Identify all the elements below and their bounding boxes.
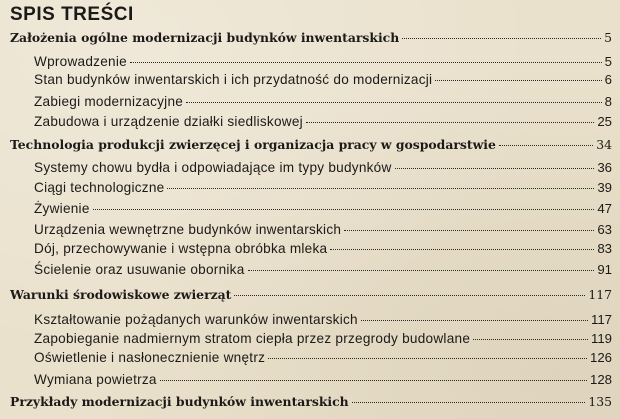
toc-entry-1-2[interactable] <box>34 201 612 219</box>
page-number: 8 <box>604 94 612 109</box>
entry-title: Zabiegi modernizacyjne <box>34 94 184 109</box>
page-number: 126 <box>589 350 612 365</box>
toc-entry-2-3[interactable] <box>34 372 612 390</box>
toc-entry-1-3[interactable] <box>34 222 612 240</box>
page-number: 39 <box>597 180 612 195</box>
dot-leader <box>473 339 588 340</box>
dot-leader <box>499 145 593 146</box>
entry-title: Oświetlenie i nasłonecznienie wnętrz <box>34 350 266 365</box>
page-number: 117 <box>590 312 612 327</box>
section-title: Technologia produkcji zwierzęcej i organizacja pracy w gospodarstwie <box>10 137 496 152</box>
page-number: 34 <box>596 137 612 152</box>
page-number: 135 <box>588 394 612 409</box>
toc-entry-1-0[interactable] <box>34 160 612 178</box>
dot-leader <box>130 62 602 63</box>
toc-entry-2-2[interactable] <box>34 350 612 368</box>
page-number: 63 <box>597 222 612 237</box>
section-title: Założenia ogólne modernizacji budynków inwentarskich <box>10 30 400 45</box>
page-number: 5 <box>604 54 612 69</box>
page-number: 91 <box>597 262 612 277</box>
toc-section-1[interactable] <box>10 137 612 155</box>
entry-title: Żywienie <box>34 201 90 216</box>
dot-leader <box>186 102 602 103</box>
dot-leader <box>402 38 601 39</box>
entry-title: Wprowadzenie <box>34 54 127 69</box>
toc-entry-0-0[interactable] <box>34 54 612 72</box>
toc-section-3[interactable] <box>10 394 612 412</box>
toc-entry-2-1[interactable] <box>34 331 612 349</box>
dot-leader <box>93 209 595 210</box>
dot-leader <box>352 402 586 403</box>
entry-title: Ścielenie oraz usuwanie obornika <box>34 262 245 277</box>
section-title: Warunki środowiskowe zwierząt <box>10 287 232 302</box>
page-number: 6 <box>604 72 612 87</box>
toc-section-2[interactable] <box>10 287 612 305</box>
dot-leader <box>330 249 594 250</box>
entry-title: Systemy chowu bydła i odpowiadające im typy budynków <box>34 160 392 175</box>
page-number: 36 <box>597 160 612 175</box>
page-number: 119 <box>590 331 612 346</box>
entry-title: Kształtowanie pożądanych warunków inwentarskich <box>34 312 358 327</box>
toc-entry-1-5[interactable] <box>34 262 612 280</box>
entry-title: Ciągi technologiczne <box>34 180 165 195</box>
dot-leader <box>248 270 595 271</box>
dot-leader <box>268 358 587 359</box>
page-number: 83 <box>597 241 612 256</box>
toc-entry-0-1[interactable] <box>34 72 612 90</box>
dot-leader <box>234 295 585 296</box>
entry-title: Urządzenia wewnętrzne budynków inwentarskich <box>34 222 342 237</box>
page-title: SPIS TREŚCI <box>10 4 134 25</box>
dot-leader <box>167 188 594 189</box>
dot-leader <box>344 230 594 231</box>
page-number: 117 <box>588 287 612 302</box>
toc-entry-1-1[interactable] <box>34 180 612 198</box>
page-number: 128 <box>589 372 612 387</box>
section-title: Przykłady modernizacji budynków inwentarskich <box>10 394 349 409</box>
toc-entry-0-3[interactable] <box>34 114 612 132</box>
dot-leader <box>395 168 595 169</box>
dot-leader <box>361 320 588 321</box>
entry-title: Zabudowa i urządzenie działki siedliskowej <box>34 114 303 129</box>
dot-leader <box>435 80 601 81</box>
entry-title: Zapobieganie nadmiernym stratom ciepła przez przegrody budowlane <box>34 331 471 346</box>
entry-title: Dój, przechowywanie i wstępna obróbka mleka <box>34 241 328 256</box>
page-number: 47 <box>597 201 612 216</box>
toc-entry-1-4[interactable] <box>34 241 612 259</box>
page-number: 5 <box>604 30 612 45</box>
toc-entry-0-2[interactable] <box>34 94 612 112</box>
page-number: 25 <box>597 114 612 129</box>
entry-title: Stan budynków inwentarskich i ich przydatność do modernizacji <box>34 72 433 87</box>
toc-section-0[interactable] <box>10 30 612 48</box>
entry-title: Wymiana powietrza <box>34 372 157 387</box>
dot-leader <box>306 122 594 123</box>
toc-entry-2-0[interactable] <box>34 312 612 330</box>
dot-leader <box>160 380 587 381</box>
